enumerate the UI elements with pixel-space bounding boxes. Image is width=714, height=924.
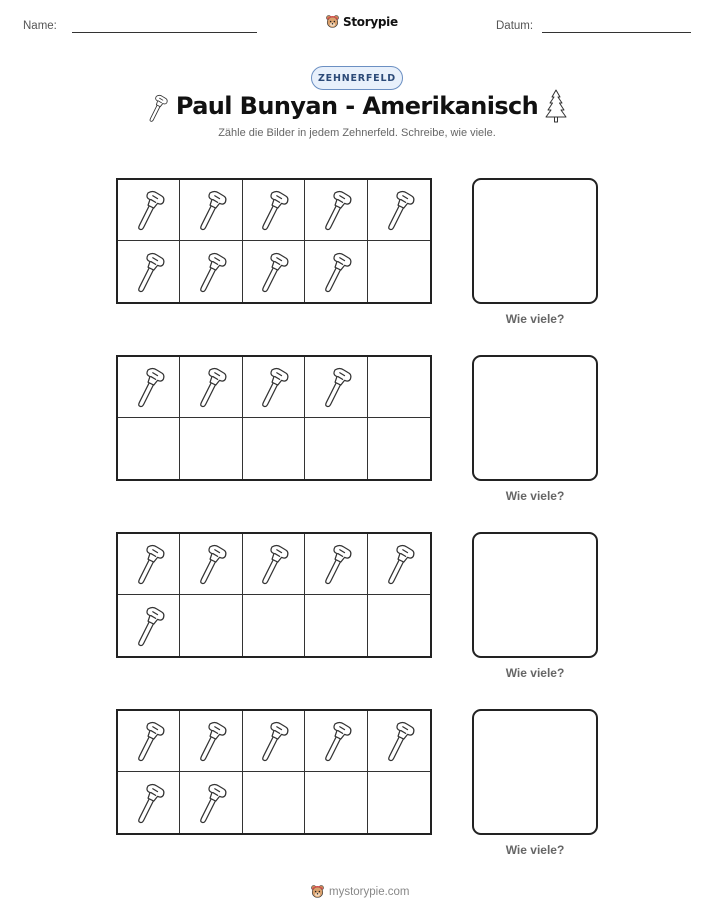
ten-frame-cell-filled bbox=[368, 180, 430, 241]
answer-label: Wie viele? bbox=[505, 843, 565, 857]
name-label: Name: bbox=[23, 20, 57, 32]
ten-frame-cell-filled bbox=[118, 534, 180, 595]
ten-frame bbox=[116, 355, 432, 481]
ten-frame-cell-empty bbox=[368, 595, 430, 656]
ten-frame-cell-filled bbox=[305, 180, 367, 241]
axe-icon bbox=[192, 187, 230, 233]
axe-icon bbox=[380, 718, 418, 764]
axe-icon bbox=[254, 187, 292, 233]
axe-icon bbox=[130, 718, 168, 764]
axe-icon bbox=[254, 541, 292, 587]
ten-frame-cell-empty bbox=[305, 595, 367, 656]
exercise-row bbox=[0, 709, 714, 859]
axe-icon bbox=[130, 364, 168, 410]
ten-frame-cell-filled bbox=[118, 180, 180, 241]
answer-box[interactable] bbox=[472, 709, 598, 835]
ten-frame bbox=[116, 709, 432, 835]
ten-frame-cell-empty bbox=[368, 357, 430, 418]
date-label: Datum: bbox=[496, 20, 534, 32]
ten-frame-cell-filled bbox=[243, 534, 305, 595]
ten-frame-cell-empty bbox=[305, 418, 367, 479]
ten-frame-cell-empty bbox=[243, 418, 305, 479]
footer-website: mystorypie.com bbox=[329, 885, 410, 898]
ten-frame bbox=[116, 178, 432, 304]
axe-icon bbox=[130, 187, 168, 233]
axe-icon bbox=[192, 780, 230, 826]
exercise-row bbox=[0, 178, 714, 328]
axe-icon bbox=[254, 364, 292, 410]
worksheet-instructions: Zähle die Bilder in jedem Zehnerfeld. Schreibe, wie viele. bbox=[218, 127, 496, 139]
answer-box[interactable] bbox=[472, 178, 598, 304]
ten-frame-cell-filled bbox=[180, 180, 242, 241]
axe-icon bbox=[130, 603, 168, 649]
axe-icon bbox=[254, 718, 292, 764]
ten-frame-cell-filled bbox=[180, 534, 242, 595]
ten-frame-cell-filled bbox=[368, 711, 430, 772]
ten-frame-cell-filled bbox=[243, 180, 305, 241]
ten-frame-cell-filled bbox=[243, 241, 305, 302]
ten-frame-cell-filled bbox=[118, 357, 180, 418]
ten-frame-cell-filled bbox=[305, 241, 367, 302]
answer-box[interactable] bbox=[472, 355, 598, 481]
ten-frame-cell-filled bbox=[118, 241, 180, 302]
ten-frame-cell-filled bbox=[118, 772, 180, 833]
axe-icon bbox=[130, 780, 168, 826]
footer bbox=[310, 884, 410, 899]
answer-label: Wie viele? bbox=[505, 312, 565, 326]
axe-icon bbox=[192, 364, 230, 410]
axe-icon bbox=[254, 249, 292, 295]
axe-icon bbox=[192, 541, 230, 587]
ten-frame-cell-filled bbox=[180, 772, 242, 833]
name-line[interactable] bbox=[72, 32, 257, 33]
ten-frame-cell-empty bbox=[305, 772, 367, 833]
answer-label: Wie viele? bbox=[505, 489, 565, 503]
ten-frame-cell-filled bbox=[305, 711, 367, 772]
axe-icon bbox=[317, 718, 355, 764]
ten-frame-cell-empty bbox=[368, 418, 430, 479]
brand-logo bbox=[325, 14, 398, 29]
pine-tree-icon bbox=[544, 88, 568, 124]
ten-frame bbox=[116, 532, 432, 658]
axe-icon bbox=[317, 249, 355, 295]
ten-frame-cell-empty bbox=[368, 772, 430, 833]
axe-icon bbox=[380, 187, 418, 233]
axe-icon bbox=[192, 249, 230, 295]
ten-frame-cell-filled bbox=[180, 241, 242, 302]
axe-icon bbox=[380, 541, 418, 587]
ten-frame-cell-filled bbox=[243, 711, 305, 772]
axe-icon bbox=[192, 718, 230, 764]
answer-box[interactable] bbox=[472, 532, 598, 658]
answer-label: Wie viele? bbox=[505, 666, 565, 680]
worksheet-title: Paul Bunyan - Amerikanisch bbox=[175, 92, 539, 120]
axe-icon bbox=[317, 187, 355, 233]
ten-frame-cell-filled bbox=[118, 595, 180, 656]
axe-icon bbox=[317, 364, 355, 410]
ten-frame-cell-empty bbox=[368, 241, 430, 302]
worksheet-type-badge: ZEHNERFELD bbox=[311, 66, 403, 90]
ten-frame-cell-empty bbox=[243, 595, 305, 656]
ten-frame-cell-filled bbox=[243, 357, 305, 418]
date-line[interactable] bbox=[542, 32, 691, 33]
ten-frame-cell-empty bbox=[118, 418, 180, 479]
axe-icon bbox=[130, 249, 168, 295]
ten-frame-cell-filled bbox=[118, 711, 180, 772]
ten-frame-cell-empty bbox=[243, 772, 305, 833]
ten-frame-cell-filled bbox=[180, 357, 242, 418]
ten-frame-cell-filled bbox=[305, 534, 367, 595]
ten-frame-cell-filled bbox=[180, 711, 242, 772]
ten-frame-cell-filled bbox=[305, 357, 367, 418]
exercise-row bbox=[0, 532, 714, 682]
bear-mascot-icon bbox=[310, 884, 325, 899]
axe-icon bbox=[130, 541, 168, 587]
ten-frame-cell-filled bbox=[368, 534, 430, 595]
axe-icon bbox=[317, 541, 355, 587]
bear-mascot-icon bbox=[325, 14, 340, 29]
exercise-row bbox=[0, 355, 714, 505]
ten-frame-cell-empty bbox=[180, 418, 242, 479]
brand-name: Storypie bbox=[343, 14, 398, 29]
ten-frame-cell-empty bbox=[180, 595, 242, 656]
